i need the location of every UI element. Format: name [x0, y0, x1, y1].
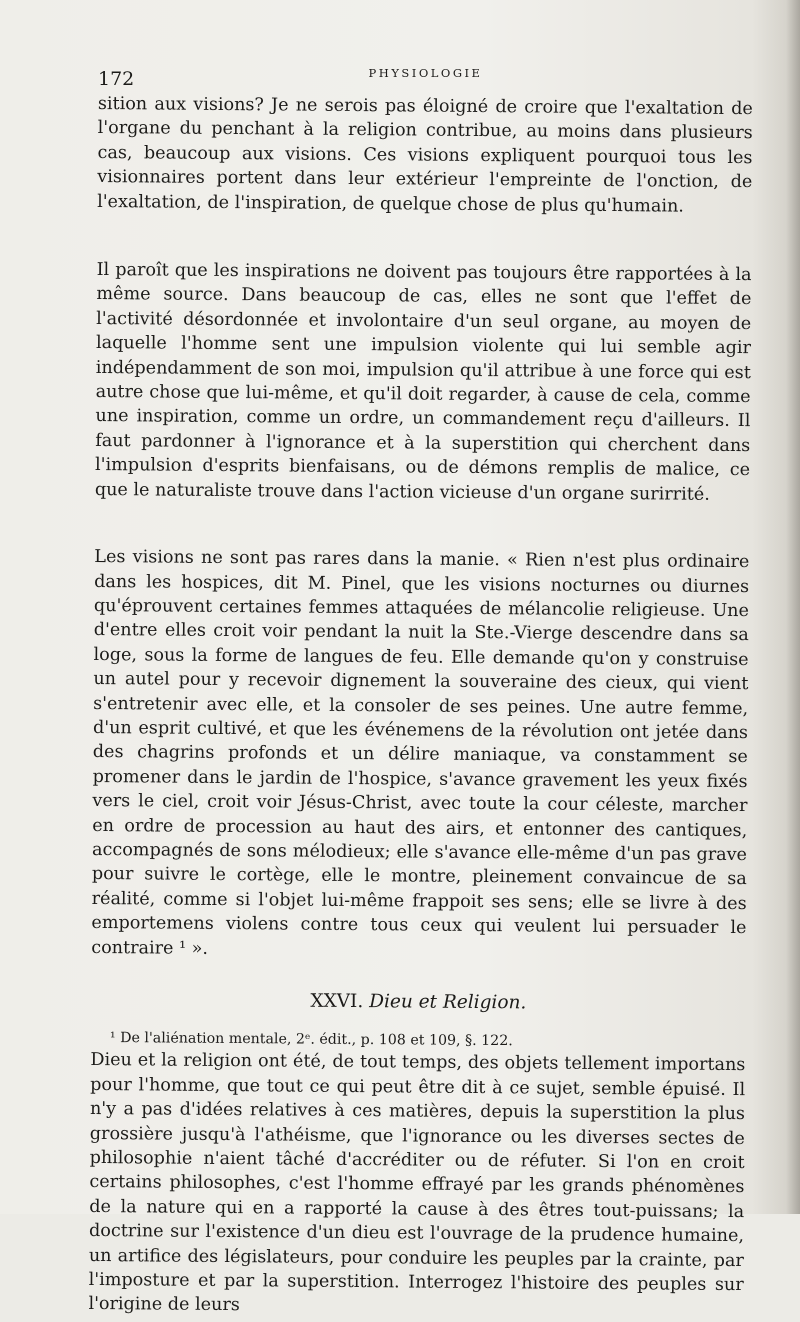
paragraph: sition aux visions? Je ne serois pas éloigné de croire que l'exaltation de l'organe du penchant à la religion contribue, au moins dans plusieurs cas, beaucoup aux visions. Ces visions expliquent pourquoi tous les visionnaires portent dans leur extérieur l'empreinte de l'onction, de l'exaltation, de l'inspiration, de quelque chose de plus qu'humain. — [97, 93, 753, 217]
paragraph: Dieu et la religion ont été, de tout temps, des objets tellement importans pour l'homme, que tout ce qui peut être dit à ce sujet, semble épuisé. Il n'y a pas d'idées relatives à ces matières, depuis la superstition la plus grossière jusqu'à l'athéisme, que l'ignorance ou les diverses sectes de philosophie n'aient tâché d'accréditer ou de réfuter. Si l'on en croit certains philosophes, c'est l'homme effrayé par les grands phénomènes de la nature qui en a rapporté la cause à des êtres tout-puissans; la doctrine sur l'existence d'un dieu est l'ouvrage de la prudence humaine, un artifice des législateurs, pour conduire les peuples par la crainte, par l'imposture et par la superstition. Interrogez l'histoire des peuples sur l'origine de leurs — [88, 1050, 746, 1316]
page-edge-shadow — [786, 0, 800, 1214]
page-number: 172 — [98, 68, 135, 90]
section-title: Dieu et Religion. — [369, 991, 527, 1014]
running-head: PHYSIOLOGIE — [368, 66, 483, 80]
body-text — [88, 92, 753, 1322]
section-heading — [91, 988, 746, 1018]
paragraph: Il paroît que les inspirations ne doivent pas toujours être rapportées à la même source. Dans beaucoup de cas, elles ne sont que l'effet de l'activité désordonnée et involontaire d'un seul organe, au moyen de laquelle l'homme sent une impulsion violente qui lui semble agir indépendamment de son moi, impulsion qu'il attribue à une force qui est autre chose que lui-même, et qu'il doit regarder, à cause de cela, comme une inspiration, comme un ordre, un commandement reçu d'ailleurs. Il faut pardonner à l'ignorance et à la superstition qui cherchent dans l'impulsion d'esprits bienfaisans, ou de démons remplis de malice, ce que le naturaliste trouve dans l'action vicieuse d'un organe surirrité. — [94, 260, 752, 505]
page-header — [98, 62, 753, 90]
paragraph: Les visions ne sont pas rares dans la manie. « Rien n'est plus ordinaire dans les hospices, dit M. Pinel, que les visions nocturnes ou diurnes qu'éprouvent certaines femmes attaquées de mélancolie religieuse. Une d'entre elles croit voir pendant la nuit la Ste.-Vierge descendre dans sa loge, sous la forme de langues de feu. Elle demande qu'on y construise un autel pour y recevoir dignement la souveraine des cieux, qui vient s'entretenir avec elle, et la consoler de ses peines. Une autre femme, d'un esprit cultivé, et que les événemens de la révolution ont jetée dans des chagrins profonds et un délire maniaque, va constamment se promener dans le jardin de l'hospice, s'avance gravement les yeux fixés vers le ciel, croit voir Jésus-Christ, avec toute la cour céleste, marcher en ordre de procession au haut des airs, et entonner des cantiques, accompagnés de sons mélodieux; elle s'avance elle-même d'un pas grave pour suivre le cortège, elle le montre, pleinement convaincue de sa réalité, comme si l'objet lui-même frappoit ses sens; elle se livre à des emportemens violens contre tous ceux qui veulent lui persuader le contraire ¹ ». — [91, 547, 750, 959]
section-number: XXVI. — [310, 990, 364, 1013]
footnote: ¹ De l'aliénation mentale, 2ᵉ. édit., p. 108 et 109, §. 122. — [109, 1030, 513, 1050]
